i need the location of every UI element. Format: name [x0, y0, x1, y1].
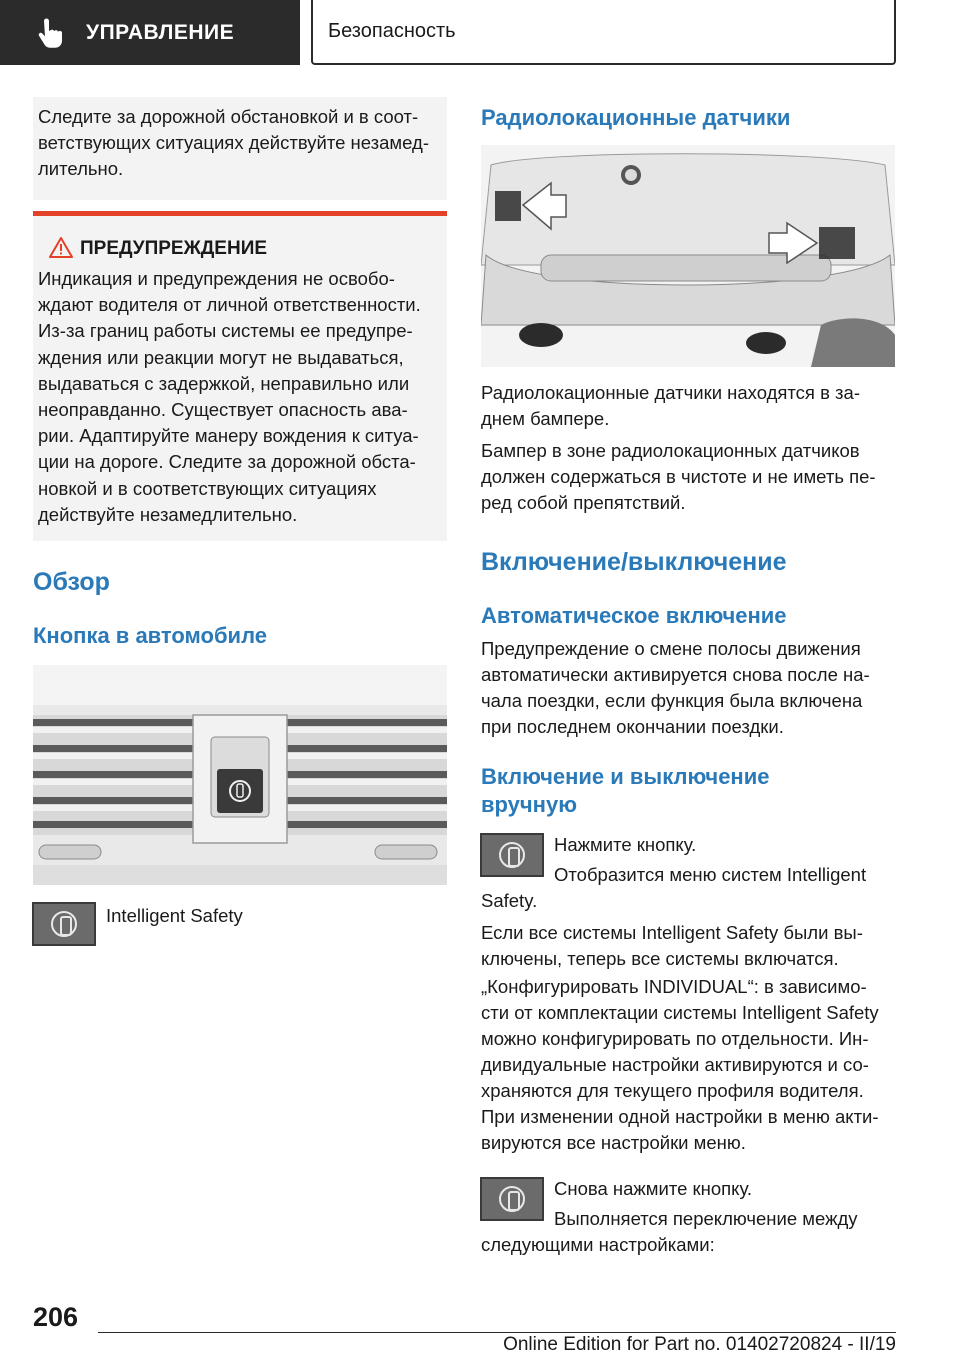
radar-heading: Радиолокационные датчики	[481, 105, 791, 130]
overview-heading: Обзор	[33, 568, 110, 596]
onoff-heading: Включение/выключение	[481, 548, 787, 576]
config-paragraph: „Конфигурировать INDIVIDUAL“: в зависимо- сти от комплектации системы Intelligent Safety можно конфигурировать по отдельности. Ин- дивидуальные настройки активируются и со- храняются для текущего профиля водителя. При изменении одной настройки в меню акти- вируются все настройки меню.	[481, 976, 879, 1153]
press-button-text: Нажмите кнопку.	[554, 834, 697, 855]
radar-paragraph-2: Бампер в зоне радиолокационных датчиков должен содержаться в чистоте и не иметь пе- ред собой препятствий.	[481, 440, 876, 513]
button-heading: Кнопка в автомобиле	[33, 623, 267, 648]
rear-bumper-radar-illustration	[481, 145, 895, 367]
page-number: 206	[33, 1302, 79, 1332]
press-again-text: Снова нажмите кнопку.	[554, 1178, 752, 1199]
edition-text: Online Edition for Part no. 01402720824 - II/19	[503, 1334, 896, 1355]
section-header	[0, 0, 300, 65]
menu-text-line-1: Отобразится меню систем Intelligent	[554, 864, 867, 885]
warning-triangle-icon	[49, 237, 73, 258]
section-title: УПРАВЛЕНИЕ	[86, 20, 235, 44]
intro-text: Следите за дорожной обстановкой и в соот- ветствующих ситуациях действуйте незамед- лительно.	[38, 106, 429, 179]
menu-text-line-2: Safety.	[481, 890, 538, 911]
button-caption: Intelligent Safety	[106, 905, 243, 926]
footer-divider	[98, 1332, 896, 1333]
press-button-icon	[480, 833, 544, 877]
warning-text: Индикация и предупреждения не освобо- ждают водителя от личной ответственности. Из-за границ работы системы ее предупре- ждения или реакции могут не выдаваться, выдаваться с задержкой, неправильно или неоправданно. Существует опасность ава- рии. Адаптируйте манеру вождения к ситуа- ции на дороге. Следите за дорожной обста- новкой и в соответствующих ситуациях действуйте незамедлительно.	[38, 268, 421, 525]
press-again-button-icon	[480, 1177, 544, 1221]
auto-heading: Автоматическое включение	[481, 603, 787, 628]
topic-tab: Безопасность	[311, 0, 896, 65]
intelligent-safety-button-icon	[32, 902, 96, 946]
manual-heading: Включение и выключение вручную	[481, 764, 770, 817]
all-off-paragraph: Если все системы Intelligent Safety были вы- ключены, теперь все системы включатся.	[481, 922, 863, 969]
warning-title: ПРЕДУПРЕЖДЕНИЕ	[80, 238, 268, 259]
auto-paragraph: Предупреждение о смене полосы движения автоматически активируется снова после на- чала поездки, если функция была включена при последнем окончании поездки.	[481, 638, 870, 737]
radar-paragraph-1: Радиолокационные датчики находятся в за- днем бампере.	[481, 382, 860, 429]
switch-text-line-2: следующими настройками:	[481, 1234, 715, 1255]
hand-pointer-icon	[36, 18, 64, 48]
vent-button-illustration	[33, 665, 447, 885]
switch-text-line-1: Выполняется переключение между	[554, 1208, 858, 1229]
